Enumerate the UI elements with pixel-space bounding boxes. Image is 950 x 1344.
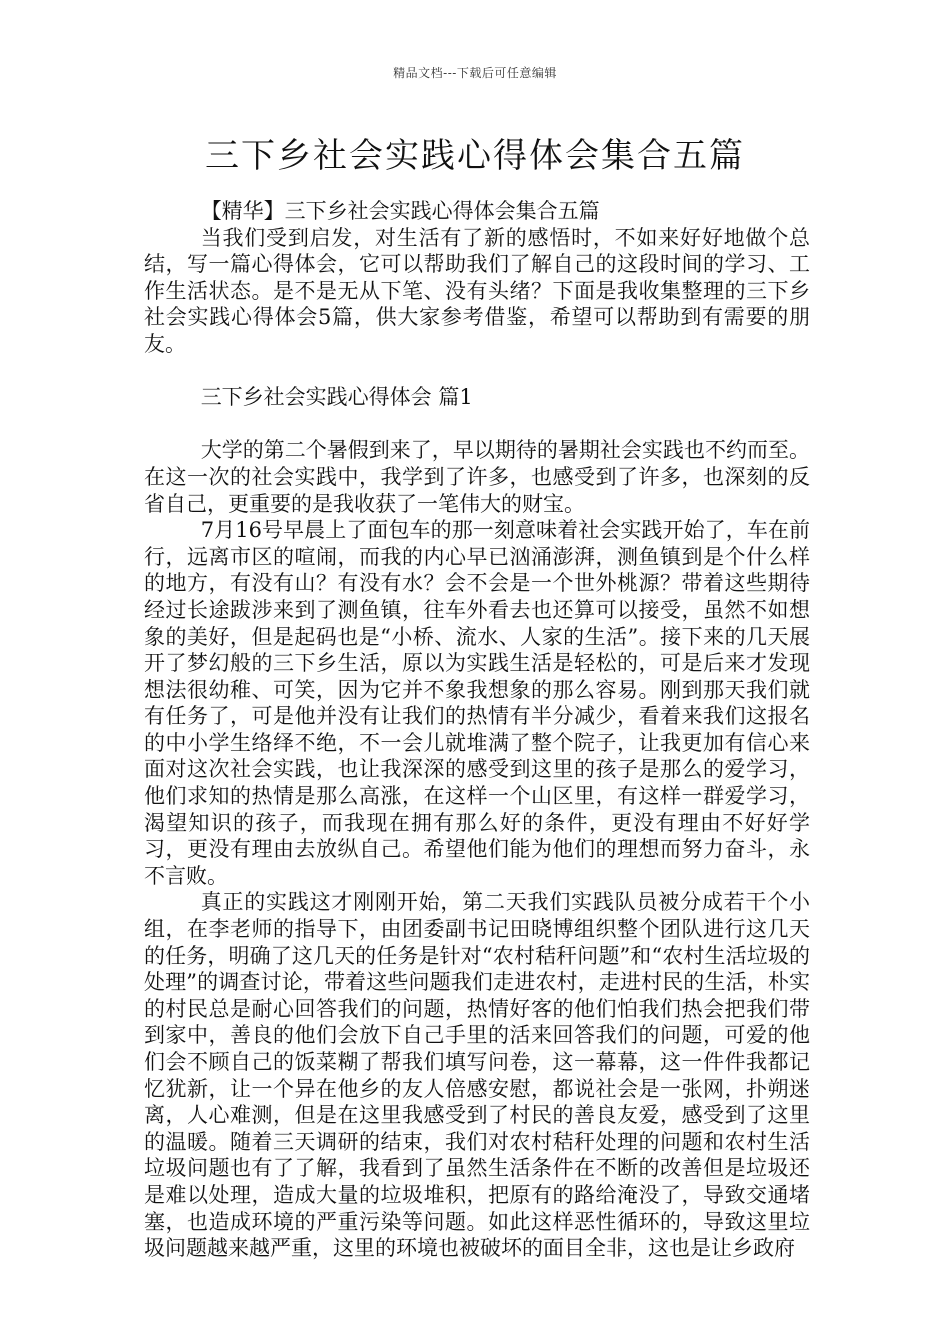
- paragraph-3: 真正的实践这才刚刚开始，第二天我们实践队员被分成若干个小组，在李老师的指导下，由团委副书记田晓博组织整个团队进行这几天的任务，明确了这几天的任务是针对“农村秸秆问题”和“农村生活垃圾的处理”的调查讨论，带着这些问题我们走进农村，走进村民的生活，朴实的村民总是耐心回答我们的问题，热情好客的他们怕我们热会把我们带到家中，善良的他们会放下自己手里的活来回答我们的问题，可爱的他们会不顾自己的饭菜糊了帮我们填写问卷，这一幕幕，这一件件我都记忆犹新，让一个异在他乡的友人倍感安慰，都说社会是一张网，扑朔迷离，人心难测，但是在这里我感受到了村民的善良友爱，感受到了这里的温暖。随着三天调研的结束，我们对农村秸秆处理的问题和农村生活垃圾问题也有了了解，我看到了虽然生活条件在不断的改善但是垃圾还是难以处理，造成大量的垃圾堆积，把原有的路给淹没了，导致交通堵塞，也造成环境的严重污染等问题。如此这样恶性循环的，导致这里垃圾问题越来越严重，这里的环境也被破坏的面目全非，这也是让乡政府: [144, 890, 810, 1261]
- intro-paragraph: 当我们受到启发，对生活有了新的感悟时，不如来好好地做个总结，写一篇心得体会，它可以帮助我们了解自己的这段时间的学习、工作生活状态。是不是无从下笔、没有头绪？下面是我收集整理的三下乡社会实践心得体会5篇，供大家参考借鉴，希望可以帮助到有需要的朋友。: [144, 225, 810, 356]
- document-body: [144, 198, 810, 1262]
- header-note: 精品文档---下载后可任意编辑: [393, 66, 557, 80]
- document-title: 三下乡社会实践心得体会集合五篇: [205, 136, 745, 176]
- section-heading: 三下乡社会实践心得体会 篇1: [200, 385, 473, 410]
- intro-heading: 【精华】三下乡社会实践心得体会集合五篇: [200, 199, 600, 223]
- paragraph-2: 7月16号早晨上了面包车的那一刻意味着社会实践开始了，车在前行，远离市区的喧闹，而我的内心早已汹涌澎湃，测鱼镇到是个什么样的地方，有没有山？有没有水？会不会是一个世外桃源？带着这些期待经过长途跋涉来到了测鱼镇，往车外看去也还算可以接受，虽然不如想象的美好，但是起码也是“小桥、流水、人家的生活”。接下来的几天展开了梦幻般的三下乡生活，原以为实践生活是轻松的，可是后来才发现想法很幼稚、可笑，因为它并不象我想象的那么容易。刚到那天我们就有任务了，可是他并没有让我们的热情有半分减少，看着来我们这报名的中小学生络绎不绝，不一会儿就堆满了整个院子，让我更加有信心来面对这次社会实践，也让我深深的感受到这里的孩子是那么的爱学习，他们求知的热情是那么高涨，在这样一个山区里，有这样一群爱学习，渴望知识的孩子，而我现在拥有那么好的条件，更没有理由不好好学习，更没有理由去放纵自己。希望他们能为他们的理想而努力奋斗，永不言败。: [144, 518, 810, 888]
- blank-line: [144, 411, 810, 438]
- blank-line: [144, 358, 810, 385]
- paragraph-1: 大学的第二个暑假到来了，早以期待的暑期社会实践也不约而至。在这一次的社会实践中，我学到了许多，也感受到了许多，也深刻的反省自己，更重要的是我收获了一笔伟大的财宝。: [144, 438, 810, 516]
